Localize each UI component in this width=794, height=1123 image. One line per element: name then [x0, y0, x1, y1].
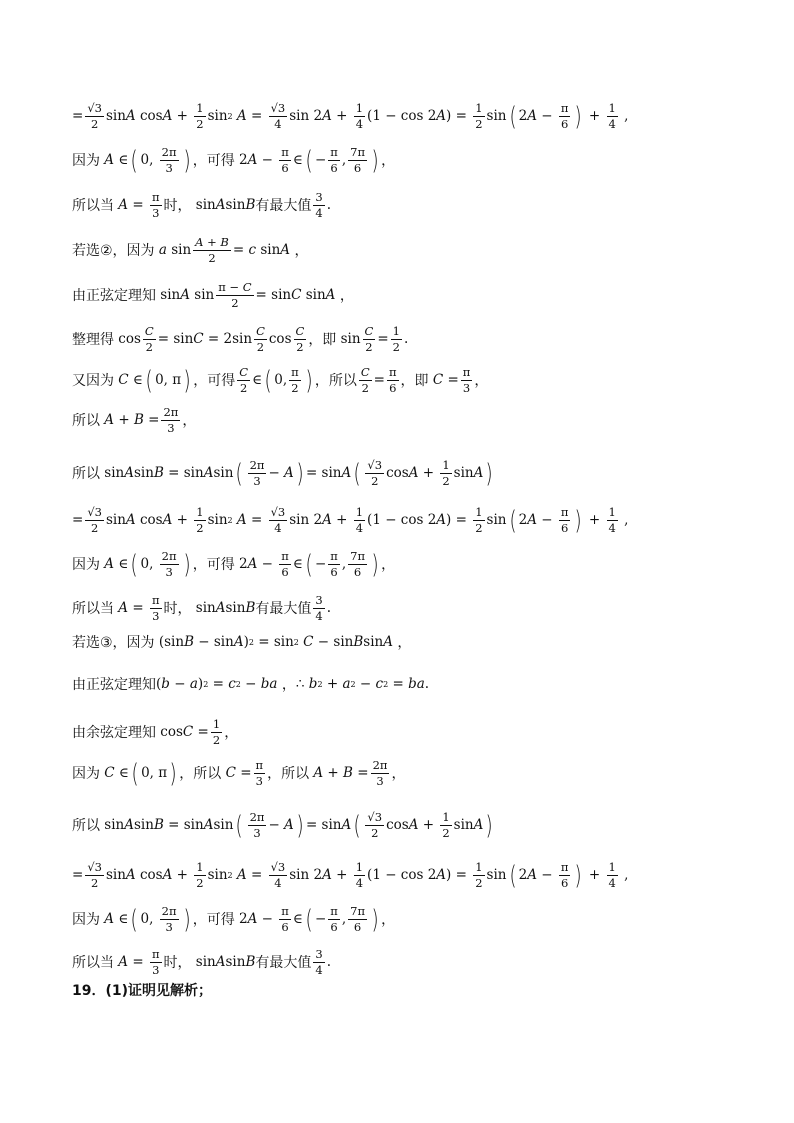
math-line-17: 所以 sin A sin B = sin A sin ( $\frac{2\pi}{3}$ − A ) = sin A ( $\frac{√3}{2}$ cos A + $\frac{1}{2}$ sin A ): [72, 810, 494, 841]
math-line-13: 若选③，因为 (sin B − sin A ) 2 = sin 2 C − sin B sin A ，: [72, 634, 412, 651]
math-line-11: 因为 A ∈ ( 0, $\frac{2\pi}{3}$ ) ，可得 2 A − $\frac{\pi}{6}$ ∈ ( − $\frac{\pi}{6}$ , $\frac{7\pi}{6}$ ) ，: [72, 549, 396, 580]
math-line-5: 由正弦定理知 sin A sin $\frac{\pi - C}{2}$ = sin C sin A ，: [72, 280, 354, 311]
math-line-1: = $\frac{√3}{2}$ sin A cos A + $\frac{1}{2}$ sin 2 A = $\frac{√3}{4}$ sin 2 A + $\frac{1}{4}$ (1 − cos 2 A ) = $\frac{1}{2}$ sin ( 2 A − $\frac{\pi}{6}$ ) + $\frac{1}{4}$ ,: [72, 101, 629, 132]
math-line-3: 所以当 A = $\frac{\pi}{3}$ 时， sin A sin B 有最大值 $\frac{3}{4}$ .: [72, 190, 331, 221]
math-line-18: = $\frac{√3}{2}$ sin A cos A + $\frac{1}{2}$ sin 2 A = $\frac{√3}{4}$ sin 2 A + $\frac{1}{4}$ (1 − cos 2 A ) = $\frac{1}{2}$ sin ( 2 A − $\frac{\pi}{6}$ ) + $\frac{1}{4}$ ,: [72, 860, 629, 891]
math-line-20: 所以当 A = $\frac{\pi}{3}$ 时， sin A sin B 有最大值 $\frac{3}{4}$ .: [72, 947, 331, 978]
math-line-12: 所以当 A = $\frac{\pi}{3}$ 时， sin A sin B 有最大值 $\frac{3}{4}$ .: [72, 593, 331, 624]
math-line-8: 所以 A + B = $\frac{2\pi}{3}$ ，: [72, 405, 197, 436]
math-line-2: 因为 A ∈ ( 0, $\frac{2\pi}{3}$ ) ，可得 2 A − $\frac{\pi}{6}$ ∈ ( − $\frac{\pi}{6}$ , $\frac{7\pi}{6}$ ) ，: [72, 145, 396, 176]
math-line-4: 若选②，因为 a sin $\frac{A + B}{2}$ = c sin A ，: [72, 235, 309, 266]
math-line-15: 由余弦定理知 cos C = $\frac{1}{2}$ ，: [72, 717, 239, 748]
question-19-heading: 19．(1)证明见解析；: [72, 983, 213, 999]
math-line-9: 所以 sin A sin B = sin A sin ( $\frac{2\pi}{3}$ − A ) = sin A ( $\frac{√3}{2}$ cos A + $\frac{1}{2}$ sin A ): [72, 458, 494, 489]
math-line-14: 由正弦定理知 ( b − a ) 2 = c 2 − ba ， ∴ b 2 + a 2 − c 2 = ba .: [72, 676, 430, 693]
math-line-16: 因为 C ∈ ( 0, π ) ，所以 C = $\frac{\pi}{3}$ ，所以 A + B = $\frac{2\pi}{3}$ ，: [72, 758, 406, 789]
math-line-7: 又因为 C ∈ ( 0, π ) ，可得 $\frac{C}{2}$ ∈ ( 0, $\frac{\pi}{2}$ ) ，所以 $\frac{C}{2}$ = $\frac{\pi}{6}$ ，即 C = $\frac{\pi}{3}$ ，: [72, 365, 489, 396]
math-line-6: 整理得 cos $\frac{C}{2}$ = sin C = 2sin $\frac{C}{2}$ cos $\frac{C}{2}$ ，即 sin $\frac{C}{2}$ = $\frac{1}{2}$ .: [72, 324, 409, 355]
math-line-19: 因为 A ∈ ( 0, $\frac{2\pi}{3}$ ) ，可得 2 A − $\frac{\pi}{6}$ ∈ ( − $\frac{\pi}{6}$ , $\frac{7\pi}{6}$ ) ，: [72, 904, 396, 935]
math-line-10: = $\frac{√3}{2}$ sin A cos A + $\frac{1}{2}$ sin 2 A = $\frac{√3}{4}$ sin 2 A + $\frac{1}{4}$ (1 − cos 2 A ) = $\frac{1}{2}$ sin ( 2 A − $\frac{\pi}{6}$ ) + $\frac{1}{4}$ ,: [72, 505, 629, 536]
